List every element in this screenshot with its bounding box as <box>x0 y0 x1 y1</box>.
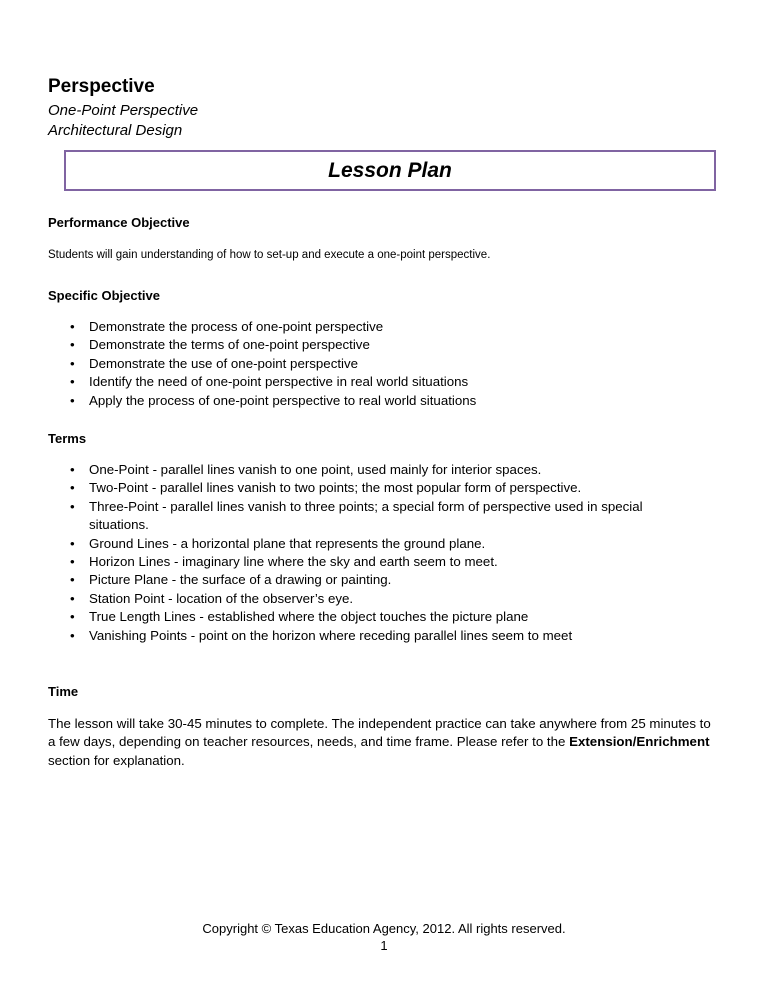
specific-list <box>70 318 476 410</box>
performance-text: Students will gain understanding of how to set-up and execute a one-point perspective. <box>48 249 491 261</box>
list-item: • Three-Point - parallel lines vanish to three points; a special form of perspective used in special situations. <box>70 498 710 535</box>
list-item: • Ground Lines - a horizontal plane that represents the ground plane. <box>70 535 710 553</box>
list-item: • Picture Plane - the surface of a drawing or painting. <box>70 571 710 589</box>
copyright-footer: Copyright © Texas Education Agency, 2012. All rights reserved. <box>202 921 566 936</box>
terms-heading: Terms <box>48 431 87 446</box>
lesson-plan-banner <box>64 150 716 191</box>
list-item: • Identify the need of one-point perspective in real world situations <box>70 373 476 391</box>
page-number: 1 <box>380 938 388 953</box>
list-item: • Demonstrate the process of one-point perspective <box>70 318 476 336</box>
list-item: • Station Point - location of the observer’s eye. <box>70 590 710 608</box>
list-item: • Apply the process of one-point perspective to real world situations <box>70 392 476 410</box>
list-item: • Demonstrate the use of one-point perspective <box>70 355 476 373</box>
terms-list <box>70 461 710 645</box>
time-tail: section for explanation. <box>48 752 185 768</box>
list-item: • One-Point - parallel lines vanish to one point, used mainly for interior spaces. <box>70 461 710 479</box>
subtitle-topic: One-Point Perspective <box>48 102 199 119</box>
list-item: • Demonstrate the terms of one-point perspective <box>70 336 476 354</box>
list-item: • True Length Lines - established where the object touches the picture plane <box>70 608 710 626</box>
list-item: • Two-Point - parallel lines vanish to two points; the most popular form of perspective. <box>70 479 710 497</box>
list-item: • Vanishing Points - point on the horizon where receding parallel lines seem to meet <box>70 627 710 645</box>
performance-heading: Performance Objective <box>48 215 190 230</box>
list-item: • Horizon Lines - imaginary line where the sky and earth seem to meet. <box>70 553 710 571</box>
time-text <box>48 715 720 770</box>
time-body: The lesson will take 30-45 minutes to complete. The independent practice can take anywhere from 25 minutes to a few days, depending on teacher resources, needs, and time frame. Please refer to the <box>48 716 711 750</box>
extension-reference: Extension/Enrichment <box>569 734 710 750</box>
document-title: Perspective <box>48 76 155 97</box>
time-heading: Time <box>48 684 79 699</box>
subtitle-course: Architectural Design <box>48 122 183 139</box>
banner-text: Lesson Plan <box>328 159 452 182</box>
specific-heading: Specific Objective <box>48 288 160 303</box>
